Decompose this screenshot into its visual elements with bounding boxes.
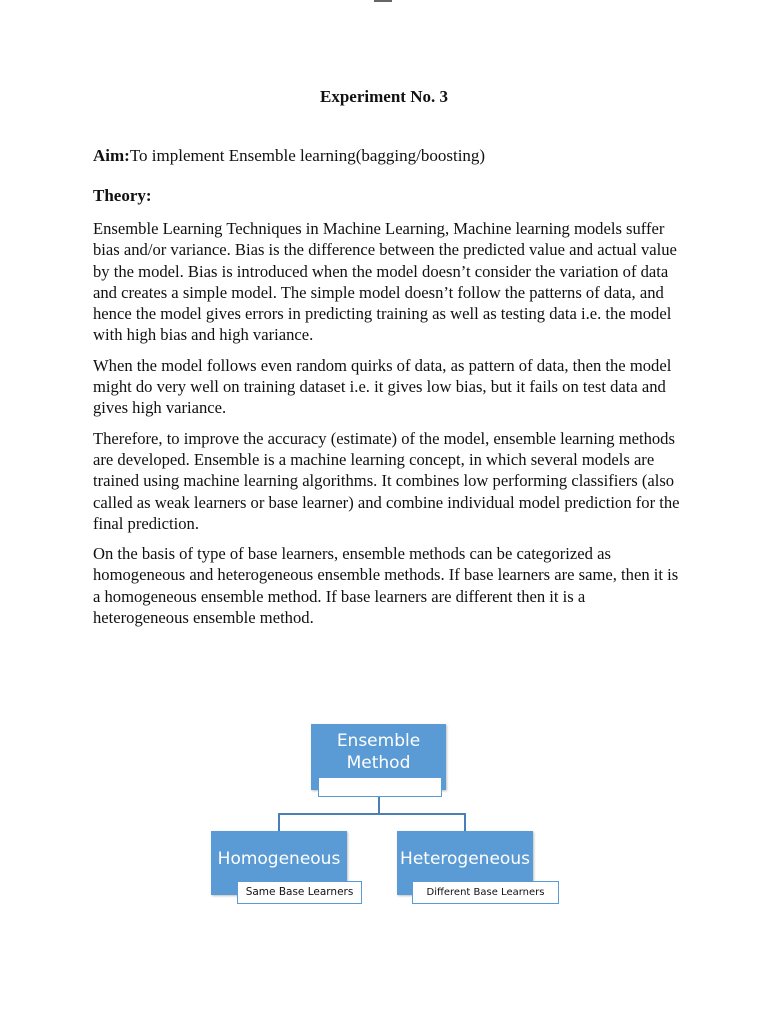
ensemble-method-node bbox=[311, 724, 446, 790]
heterogeneous-subbox: Different Base Learners bbox=[412, 881, 559, 904]
aim-line bbox=[93, 146, 485, 166]
paragraph-1: Ensemble Learning Techniques in Machine Learning, Machine learning models suffer bias and/or variance. Bias is the difference between the predicted value and actual value by the model. Bias is introduced when the model doesn’t consider the variation of data and creates a simple model. The simple model doesn’t follow the patterns of data, and hence the model gives errors in predicting training as well as testing data i.e. the model with high bias and high variance. bbox=[93, 219, 677, 345]
homogeneous-subbox: Same Base Learners bbox=[237, 881, 362, 904]
connector-horizontal bbox=[278, 813, 466, 815]
connector-root-vertical bbox=[378, 797, 380, 814]
aim-text: To implement Ensemble learning(bagging/boosting) bbox=[129, 146, 486, 165]
connector-right-vertical bbox=[464, 813, 466, 831]
theory-heading: Theory: bbox=[93, 186, 152, 205]
ensemble-method-subbox bbox=[318, 777, 442, 797]
document-title: Experiment No. 3 bbox=[320, 87, 448, 106]
ensemble-method-line1: Ensemble bbox=[336, 731, 421, 751]
theory-body bbox=[93, 218, 683, 637]
ensemble-method-line2: Method bbox=[346, 753, 411, 773]
homogeneous-node: Homogeneous bbox=[211, 831, 347, 895]
paragraph-2: When the model follows even random quirks of data, as pattern of data, then the model might do very well on training dataset i.e. it gives low bias, but it fails on test data and gives high variance. bbox=[93, 355, 672, 418]
aim-label: Aim: bbox=[93, 146, 130, 165]
page-top-mark bbox=[374, 0, 392, 2]
paragraph-4: On the basis of type of base learners, ensemble methods can be categorized as homogeneous and heterogeneous ensemble methods. If base learners are same, then it is a homogeneous ensemble method. If base learners are different then it is a heterogeneous ensemble method. bbox=[93, 544, 679, 628]
paragraph-3: Therefore, to improve the accuracy (estimate) of the model, ensemble learning methods are developed. Ensemble is a machine learning concept, in which several models are trained using machine learning algorithms. It combines low performing classifiers (also called as weak learners or base learner) and combine individual model prediction for the final prediction. bbox=[93, 428, 680, 533]
heterogeneous-node: Heterogeneous bbox=[397, 831, 533, 895]
connector-left-vertical bbox=[278, 813, 280, 831]
